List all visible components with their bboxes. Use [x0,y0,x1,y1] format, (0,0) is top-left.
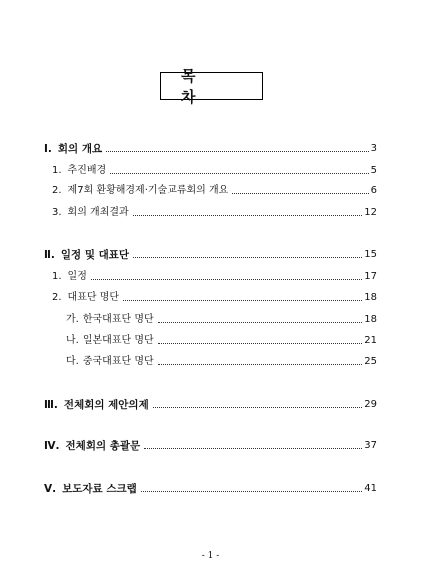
dot-leader [91,275,362,280]
entry-page: 15 [364,249,377,260]
entry-page: 18 [364,314,377,325]
entry-label: 회의 개최결과 [67,207,129,218]
entry-label: 일정 및 대표단 [60,249,130,261]
entry-page: 29 [364,399,377,410]
entry-number: 다. [66,356,79,367]
entry-number: 2. [52,185,62,196]
entry-label: 추진배경 [67,165,107,176]
toc-entry [66,353,377,369]
entry-page: 12 [364,207,377,218]
dot-leader [153,403,363,408]
entry-number: 2. [52,292,62,303]
dot-leader [141,487,362,492]
entry-label: 보도자료 스크랩 [62,483,137,495]
dot-leader [158,318,363,323]
entry-page: 17 [364,271,377,282]
entry-label: 일정 [67,271,87,282]
toc-entry [44,396,377,412]
toc-entry [44,140,377,156]
dot-leader [144,444,362,449]
entry-page: 37 [364,440,377,451]
entry-number: 1. [52,165,62,176]
entry-label: 전체회의 제안의제 [63,399,149,411]
entry-number: 가. [66,314,79,325]
toc-entry [52,204,377,220]
toc-entry [66,332,377,348]
entry-number: 3. [52,207,62,218]
entry-number: Ⅱ. [44,249,55,261]
toc-entry [52,268,377,284]
dot-leader [123,296,362,301]
entry-label: 회의 개요 [57,143,103,155]
entry-label: 제7회 환황해경제·기술교류회의 개요 [67,185,229,196]
entry-number: Ⅲ. [44,399,58,411]
entry-number: Ⅰ. [44,143,52,155]
entry-label: 일본대표단 명단 [82,335,154,346]
entry-page: 41 [364,483,377,494]
toc-entry [52,162,377,178]
toc-entry [52,182,377,198]
entry-label: 대표단 명단 [67,292,120,303]
dot-leader [133,211,363,216]
dot-leader [133,253,362,258]
entry-number: Ⅴ. [44,483,57,495]
entry-page: 21 [364,335,377,346]
toc-entry [44,480,377,496]
dot-leader [110,169,368,174]
entry-page: 25 [364,356,377,367]
entry-number: 나. [66,335,79,346]
entry-page: 5 [370,165,377,176]
entry-number: Ⅳ. [44,440,60,452]
toc-entry [44,246,377,262]
page-number: - 1 - [201,551,220,561]
toc-entry [52,289,377,305]
entry-page: 6 [370,185,377,196]
dot-leader [106,147,368,152]
dot-leader [158,360,363,365]
entry-label: 한국대표단 명단 [82,314,154,325]
toc-title: 목 차 [160,72,263,100]
entry-label: 전체회의 총괄문 [65,440,141,452]
dot-leader [158,339,363,344]
toc-entry [66,311,377,327]
dot-leader [232,189,368,194]
entry-page: 18 [364,292,377,303]
toc-entry [44,437,377,453]
entry-page: 3 [370,143,377,154]
entry-number: 1. [52,271,62,282]
entry-label: 중국대표단 명단 [82,356,154,367]
